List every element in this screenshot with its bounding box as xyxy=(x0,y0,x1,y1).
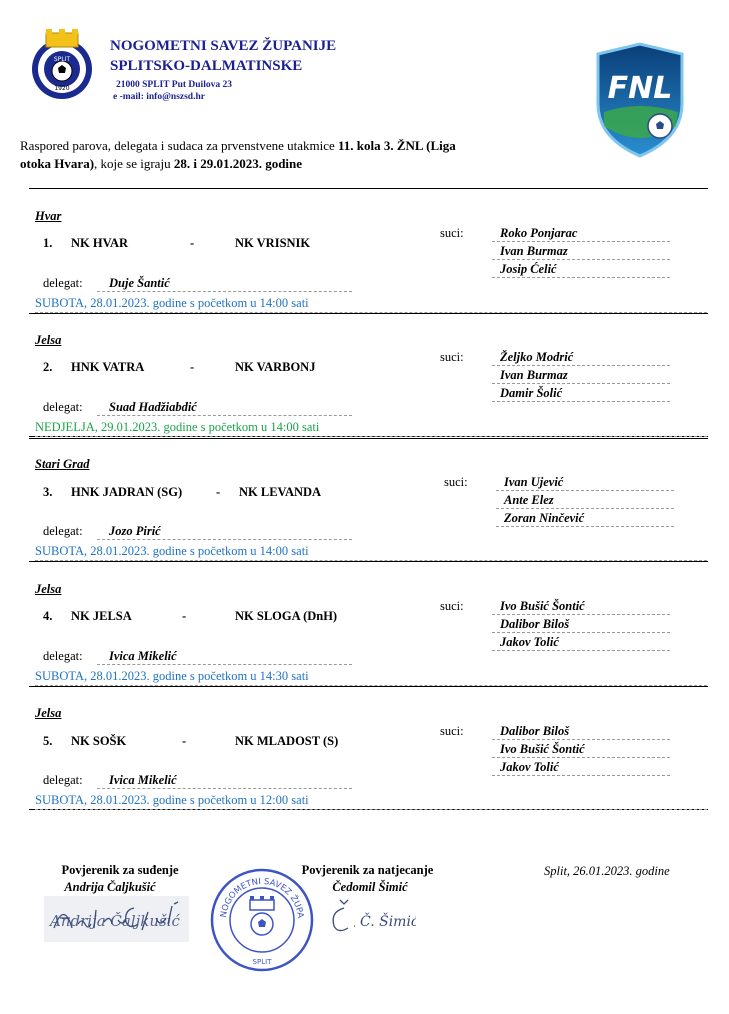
delegate-label: delegat: xyxy=(43,773,83,787)
home-team: NK HVAR xyxy=(71,236,129,250)
referees-label: suci: xyxy=(440,226,464,240)
away-team: NK LEVANDA xyxy=(239,485,322,499)
referees-label: suci: xyxy=(440,724,464,738)
delegate-name: Ivica Mikelić xyxy=(97,648,352,665)
match-venue: Jelsa xyxy=(35,582,62,596)
delegate-name: Duje Šantić xyxy=(97,275,352,292)
referee-3: Jakov Tolić xyxy=(492,759,670,776)
match-venue: Hvar xyxy=(35,209,62,223)
referee-1: Ivan Ujević xyxy=(496,474,674,491)
competition-commissioner-title: Povjerenik za natjecanje xyxy=(301,863,434,877)
match-venue: Jelsa xyxy=(35,333,62,347)
referee-commissioner-title: Povjerenik za suđenje xyxy=(61,863,179,877)
referee-commissioner-name: Andrija Čaljkušić xyxy=(64,880,156,894)
org-email: e -mail: info@nszsd.hr xyxy=(113,92,205,102)
match-dash: - xyxy=(182,734,187,748)
home-team: HNK VATRA xyxy=(71,360,145,374)
referee-3: Jakov Tolić xyxy=(492,634,670,651)
match-number: 4. xyxy=(43,609,53,623)
nszsd-logo xyxy=(24,27,100,103)
intro-part1: Raspored parova, delegata i sudaca za prvenstvene utakmice xyxy=(20,138,338,153)
away-team: NK VRISNIK xyxy=(235,236,311,250)
match-dash: - xyxy=(182,609,187,623)
delegate-label: delegat: xyxy=(43,524,83,538)
logo-city: SPLIT xyxy=(53,56,71,63)
referee-2: Ivo Bušić Šontić xyxy=(492,741,670,758)
competition-commissioner-name: Čedomil Šimić xyxy=(332,880,408,894)
delegate-name: Suad Hadžiabdić xyxy=(97,399,352,416)
org-name-line1: NOGOMETNI SAVEZ ŽUPANIJE xyxy=(110,38,337,54)
match-time: SUBOTA, 28.01.2023. godine s početkom u 14:00 sati xyxy=(35,295,707,313)
delegate-label: delegat: xyxy=(43,400,83,414)
delegate-label: delegat: xyxy=(43,649,83,663)
home-team: NK SOŠK xyxy=(71,734,127,748)
match-dash: - xyxy=(216,485,221,499)
home-team: NK JELSA xyxy=(71,609,132,623)
competition-commissioner-signature xyxy=(326,896,416,938)
match-dash: - xyxy=(190,236,195,250)
match-number: 5. xyxy=(43,734,53,748)
intro-league: otoka Hvara) xyxy=(20,156,95,171)
referee-2: Ante Elez xyxy=(496,492,674,509)
separator-1 xyxy=(29,313,708,314)
referee-1: Roko Ponjarac xyxy=(492,225,670,242)
referee-1: Ivo Bušić Šontić xyxy=(492,598,670,615)
referees-label: suci: xyxy=(444,475,468,489)
away-team: NK SLOGA (DnH) xyxy=(235,609,338,623)
org-name-line2: SPLITSKO-DALMATINSKE xyxy=(110,58,303,74)
referee-3: Josip Ćelić xyxy=(492,261,670,278)
delegate-name: Jozo Pirić xyxy=(97,523,352,540)
intro-text xyxy=(20,137,560,173)
match-number: 1. xyxy=(43,236,53,250)
referee-2: Dalibor Biloš xyxy=(492,616,670,633)
place-date: Split, 26.01.2023. godine xyxy=(544,864,670,878)
away-team: NK VARBONJ xyxy=(235,360,316,374)
match-venue: Stari Grad xyxy=(35,457,90,471)
match-number: 3. xyxy=(43,485,53,499)
right-signature-text: Č. Šimić xyxy=(360,914,416,930)
match-time: NEDJELJA, 29.01.2023. godine s početkom u 14:00 sati xyxy=(35,419,707,437)
referee-commissioner-signature xyxy=(44,896,189,942)
referee-2: Ivan Burmaz xyxy=(492,243,670,260)
referee-1: Željko Modrić xyxy=(492,349,670,366)
stamp-text: NOGOMETNI SAVEZ ŽUPA xyxy=(219,876,306,919)
intro-part2: , koje se igraju xyxy=(94,156,174,171)
delegate-name: Ivica Mikelić xyxy=(97,772,352,789)
fnl-logo xyxy=(590,42,690,158)
intro-dates: 28. i 29.01.2023. godine xyxy=(173,156,303,171)
separator-top xyxy=(29,188,708,189)
match-time: SUBOTA, 28.01.2023. godine s početkom u 14:30 sati xyxy=(35,668,707,686)
separator-4 xyxy=(29,686,708,687)
match-time: SUBOTA, 28.01.2023. godine s početkom u 12:00 sati xyxy=(35,792,707,810)
referee-3: Zoran Ninčević xyxy=(496,510,674,527)
referees-label: suci: xyxy=(440,599,464,613)
match-time: SUBOTA, 28.01.2023. godine s početkom u 14:00 sati xyxy=(35,543,707,561)
referee-2: Ivan Burmaz xyxy=(492,367,670,384)
referee-1: Dalibor Biloš xyxy=(492,723,670,740)
match-venue: Jelsa xyxy=(35,706,62,720)
org-address: 21000 SPLIT Put Duilova 23 xyxy=(116,80,232,90)
match-dash: - xyxy=(190,360,195,374)
fnl-logo-text: FNL xyxy=(607,71,673,106)
intro-round: 11. kola 3. ŽNL (Liga xyxy=(338,138,456,153)
match-number: 2. xyxy=(43,360,53,374)
logo-year: 1920 xyxy=(54,85,70,92)
referee-3: Damir Šolić xyxy=(492,385,670,402)
away-team: NK MLADOST (S) xyxy=(235,734,339,748)
delegate-label: delegat: xyxy=(43,276,83,290)
left-signature-text: Andrija Čaljkušić xyxy=(50,912,180,930)
separator-3 xyxy=(29,561,708,562)
stamp-city: SPLIT xyxy=(252,958,272,966)
referees-label: suci: xyxy=(440,350,464,364)
home-team: HNK JADRAN (SG) xyxy=(71,485,183,499)
